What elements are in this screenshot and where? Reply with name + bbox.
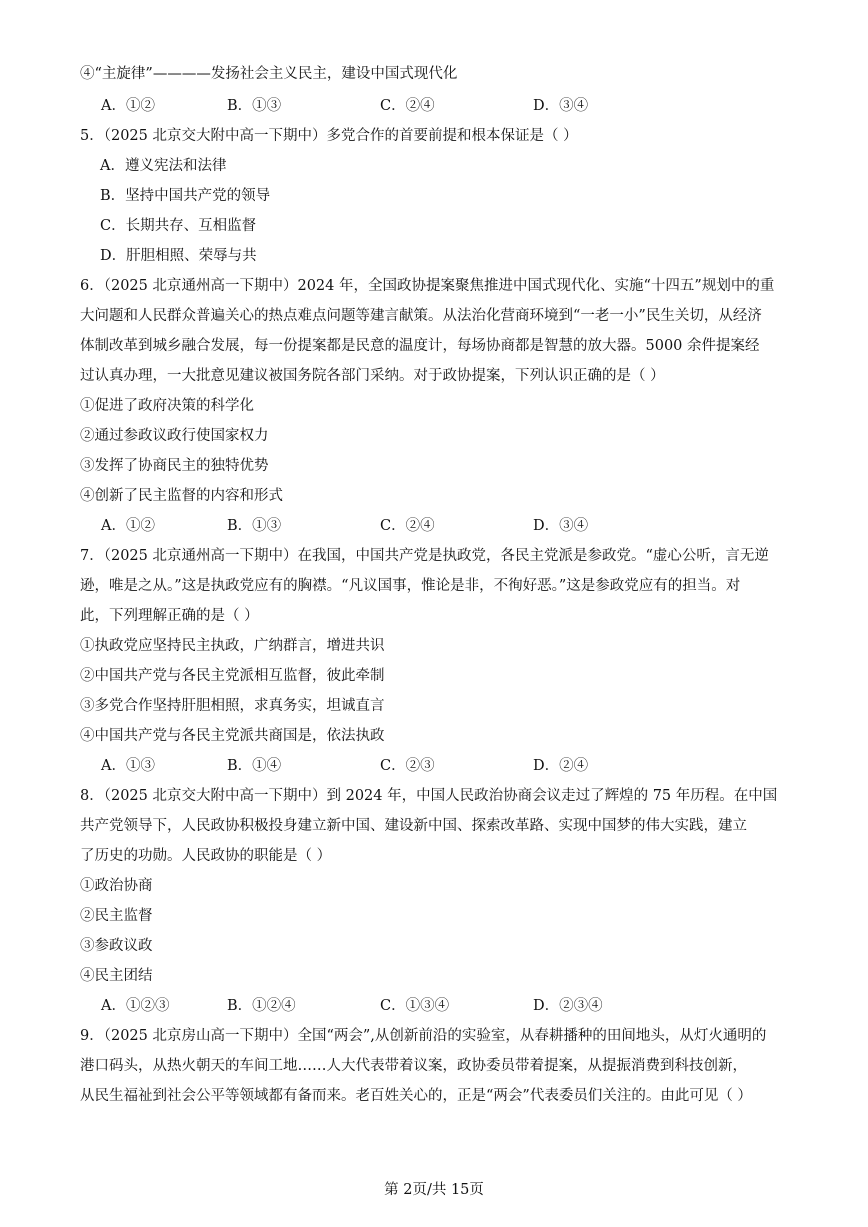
question-5-option-c[interactable]: C．长期共存、互相监督 [100,218,257,234]
question-5-option-b[interactable]: B．坚持中国共产党的领导 [100,188,271,204]
question-9-stem-line-1: 9．（2025 北京房山高一下期中）全国“两会”,从创新前沿的实验室，从春耕播种的田间地头，从灯火通明的 [80,1028,767,1044]
question-6-item-1: ①促进了政府决策的科学化 [80,398,254,414]
choice-c[interactable]: C．②③ [380,758,435,774]
question-7-item-2: ②中国共产党与各民主党派相互监督，彼此牵制 [80,668,385,684]
choice-c[interactable]: C．①③④ [380,998,450,1014]
question-6-stem-line-4: 过认真办理，一大批意见建议被国务院各部门采纳。对于政协提案，下列认识正确的是（ ） [80,368,665,384]
question-7-stem-line-2: 逊，唯是之从。”这是执政党应有的胸襟。“凡议国事，惟论是非，不徇好恶。”这是参政党应有的担当。对 [80,578,741,594]
choice-b[interactable]: B．①③ [227,518,282,534]
question-8-item-2: ②民主监督 [80,908,153,924]
choice-b[interactable]: B．①④ [227,758,282,774]
choice-a[interactable]: A．①③ [101,758,155,774]
question-8-item-3: ③参政议政 [80,938,153,954]
question-8-item-4: ④民主团结 [80,968,153,984]
question-6-stem-line-1: 6．（2025 北京通州高一下期中）2024 年，全国政协提案聚焦推进中国式现代化、实施“十四五”规划中的重 [80,278,775,294]
question-7-stem-line-3: 此，下列理解正确的是（ ） [80,608,259,624]
choice-b[interactable]: B．①③ [227,98,282,114]
question-8-stem-line-2: 共产党领导下，人民政协积极投身建立新中国、建设新中国、探索改革路、实现中国梦的伟大实践，建立 [80,818,747,834]
choice-a[interactable]: A．①② [101,98,155,114]
question-6-stem-line-2: 大问题和人民群众普遍关心的热点难点问题等建言献策。从法治化营商环境到“一老一小”民生关切，从经济 [80,308,762,324]
question-6-item-3: ③发挥了协商民主的独特优势 [80,458,269,474]
choice-b[interactable]: B．①②④ [227,998,296,1014]
question-5-option-a[interactable]: A．遵义宪法和法律 [100,158,227,174]
choice-a[interactable]: A．①②③ [101,998,170,1014]
choice-c[interactable]: C．②④ [380,98,435,114]
question-8-item-1: ①政治协商 [80,878,153,894]
choice-c[interactable]: C．②④ [380,518,435,534]
question-5-option-d[interactable]: D．肝胆相照、荣辱与共 [100,248,257,264]
question-4-item-4: ④“主旋律”————发扬社会主义民主，建设中国式现代化 [80,66,458,82]
question-7-item-1: ①执政党应坚持民主执政，广纳群言，增进共识 [80,638,385,654]
choice-d[interactable]: D．③④ [533,98,589,114]
question-9-stem-line-3: 从民生福祉到社会公平等领域都有备而来。老百姓关心的，正是“两会”代表委员们关注的。由此可见（ ） [80,1088,752,1104]
question-9-stem-line-2: 港口码头，从热火朝天的车间工地……人大代表带着议案，政协委员带着提案，从提振消费到科技创新， [80,1058,747,1074]
page-number-footer: 第 2页/共 15页 [384,1182,484,1198]
question-7-stem-line-1: 7．（2025 北京通州高一下期中）在我国，中国共产党是执政党，各民主党派是参政党。“虚心公听，言无逆 [80,548,769,564]
choice-d[interactable]: D．②③④ [533,998,603,1014]
choice-a[interactable]: A．①② [101,518,155,534]
question-7-item-4: ④中国共产党与各民主党派共商国是，依法执政 [80,728,385,744]
question-6-item-4: ④创新了民主监督的内容和形式 [80,488,283,504]
question-5-stem: 5．（2025 北京交大附中高一下期中）多党合作的首要前提和根本保证是（ ） [80,128,578,144]
question-8-stem-line-3: 了历史的功勋。人民政协的职能是（ ） [80,848,332,864]
choice-d[interactable]: D．②④ [533,758,589,774]
question-6-stem-line-3: 体制改革到城乡融合发展，每一份提案都是民意的温度计，每场协商都是智慧的放大器。5000 余件提案经 [80,338,760,354]
choice-d[interactable]: D．③④ [533,518,589,534]
question-6-item-2: ②通过参政议政行使国家权力 [80,428,269,444]
question-8-stem-line-1: 8．（2025 北京交大附中高一下期中）到 2024 年，中国人民政治协商会议走过了辉煌的 75 年历程。在中国 [80,788,778,804]
question-7-item-3: ③多党合作坚持肝胆相照，求真务实，坦诚直言 [80,698,385,714]
